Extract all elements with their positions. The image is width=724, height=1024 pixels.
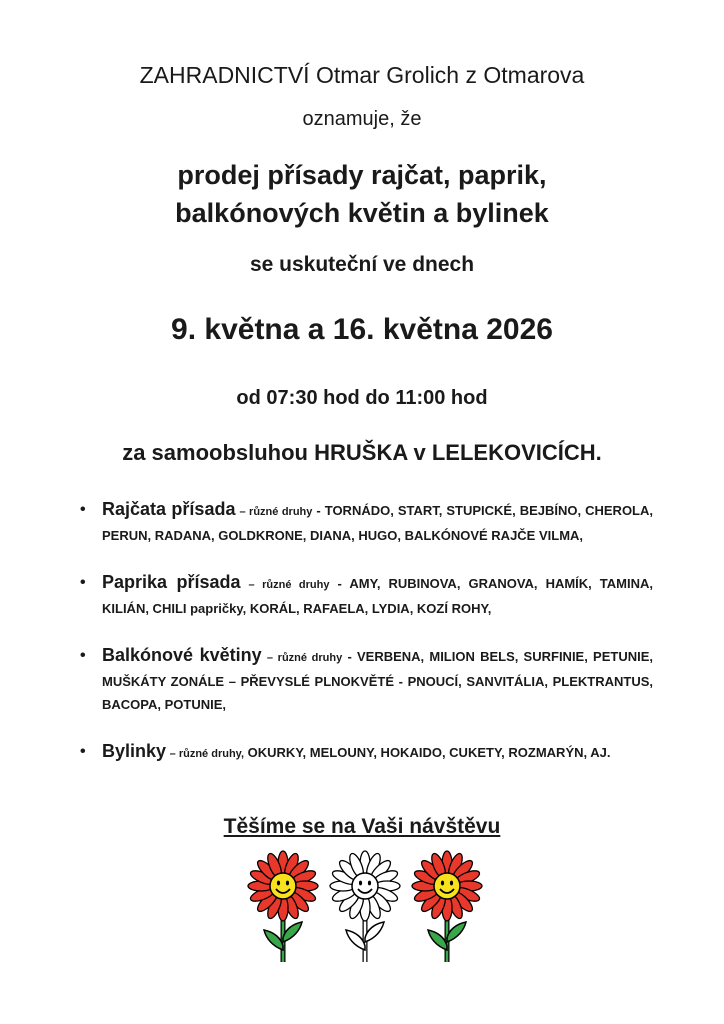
smiley-face-icon (352, 873, 378, 899)
list-item (75, 571, 653, 620)
product-name: Paprika přísada (102, 572, 241, 592)
bullet-icon: • (80, 501, 86, 518)
product-varieties: OKURKY, MELOUNY, HOKAIDO, CUKETY, ROZMARÝN, AJ. (247, 745, 611, 760)
white-daisy-smiley-icon (324, 850, 406, 968)
flowers-illustration (242, 850, 488, 968)
product-varieties: - AMY, RUBINOVA, GRANOVA, HAMÍK, TAMINA, KILIÁN, CHILI papričky, KORÁL, RAFAELA, LYDIA, KOZÍ ROHY, (102, 576, 653, 616)
red-daisy-smiley-icon (242, 850, 324, 968)
headline-line-2: balkónových květin a bylinek (175, 198, 549, 228)
eye-icon (368, 881, 371, 886)
red-daisy-smiley-icon (406, 850, 488, 968)
product-kinds: – různé druhy (248, 579, 330, 591)
closing-text: Těšíme se na Vaši návštěvu (223, 815, 501, 838)
leaf-icon (264, 930, 283, 950)
company-name: ZAHRADNICTVÍ Otmar Grolich z Otmarova (139, 62, 585, 88)
eye-icon (359, 881, 362, 886)
headline-line-1: prodej přísady rajčat, paprik, (177, 160, 547, 190)
leaf-icon (283, 922, 302, 942)
headline-line-3: se uskuteční ve dnech (249, 253, 475, 276)
product-kinds: – různé druhy (266, 652, 343, 664)
eye-icon (441, 881, 444, 886)
list-item (75, 644, 653, 716)
leaf-icon (346, 930, 365, 950)
list-item (75, 740, 653, 766)
eye-icon (450, 881, 453, 886)
product-kinds: – různé druhy, (169, 748, 245, 760)
product-name: Rajčata přísada (102, 499, 236, 519)
announces-text: oznamuje, že (302, 108, 422, 130)
product-name: Balkónové květiny (102, 645, 262, 665)
event-dates: 9. května a 16. května 2026 (171, 313, 553, 346)
smiley-face-icon (270, 873, 296, 899)
product-kinds: – různé druhy (239, 506, 313, 518)
product-name: Bylinky (102, 741, 167, 761)
leaf-icon (447, 922, 466, 942)
bullet-icon: • (80, 574, 86, 591)
list-item (75, 498, 653, 547)
product-list (75, 498, 653, 790)
event-time: od 07:30 hod do 11:00 hod (236, 387, 488, 409)
eye-icon (286, 881, 289, 886)
leaf-icon (365, 922, 384, 942)
bullet-icon: • (80, 743, 86, 760)
smiley-face-icon (434, 873, 460, 899)
event-place: za samoobsluhou HRUŠKA v LELEKOVICÍCH. (122, 440, 602, 465)
leaf-icon (428, 930, 447, 950)
eye-icon (277, 881, 280, 886)
product-varieties: - TORNÁDO, START, STUPICKÉ, BEJBÍNO, CHEROLA, PERUN, RADANA, GOLDKRONE, DIANA, HUGO, BALKÓNOVÉ RAJČE VILMA, (102, 503, 654, 543)
product-varieties: - VERBENA, MILION BELS, SURFINIE, PETUNIE, MUŠKÁTY ZONÁLE – PŘEVYSLÉ PLNOKVĚTÉ - PNOUCÍ, SANVITÁLIA, PLEKTRANTUS, BACOPA, POTUNIE, (102, 649, 654, 712)
bullet-icon: • (80, 647, 86, 664)
